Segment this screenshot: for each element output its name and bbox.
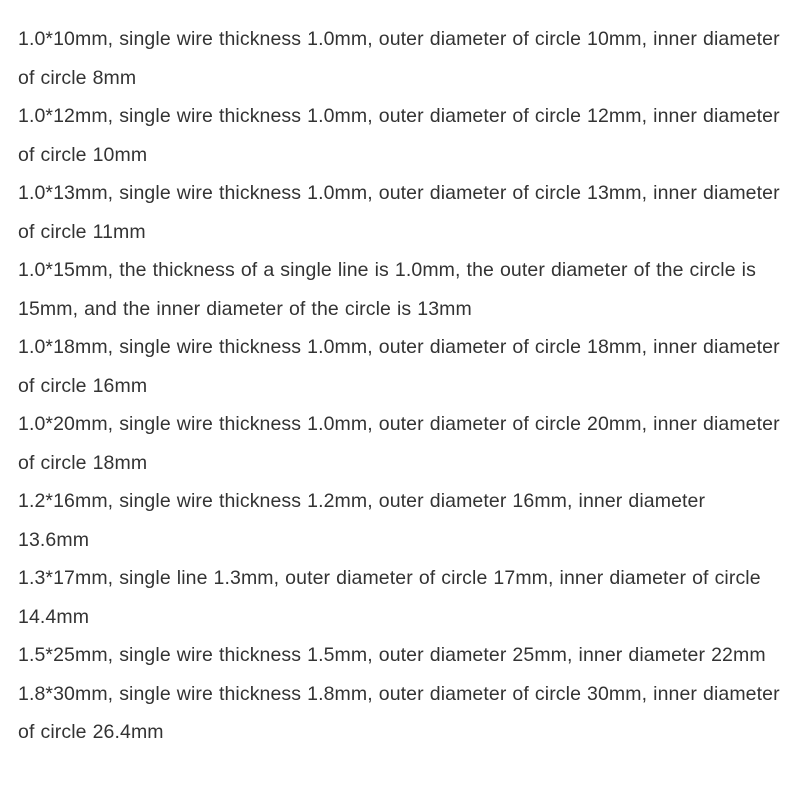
specification-list	[18, 20, 782, 752]
list-item: 1.0*12mm, single wire thickness 1.0mm, outer diameter of circle 12mm, inner diameter of circle 10mm	[18, 105, 780, 166]
list-item: 1.0*13mm, single wire thickness 1.0mm, outer diameter of circle 13mm, inner diameter of circle 11mm	[18, 182, 780, 243]
list-item: 1.3*17mm, single line 1.3mm, outer diameter of circle 17mm, inner diameter of circle 14.4mm	[18, 567, 761, 628]
list-item: 1.0*20mm, single wire thickness 1.0mm, outer diameter of circle 20mm, inner diameter of circle 18mm	[18, 413, 780, 474]
list-item: 1.0*15mm, the thickness of a single line is 1.0mm, the outer diameter of the circle is 15mm, and the inner diameter of the circle is 13mm	[18, 259, 756, 320]
list-item: 1.0*10mm, single wire thickness 1.0mm, outer diameter of circle 10mm, inner diameter of circle 8mm	[18, 28, 780, 89]
list-item: 1.8*30mm, single wire thickness 1.8mm, outer diameter of circle 30mm, inner diameter of circle 26.4mm	[18, 682, 780, 743]
list-item: 1.2*16mm, single wire thickness 1.2mm, outer diameter 16mm, inner diameter 13.6mm	[18, 490, 706, 551]
list-item: 1.5*25mm, single wire thickness 1.5mm, outer diameter 25mm, inner diameter 22mm	[18, 644, 766, 666]
list-item: 1.0*18mm, single wire thickness 1.0mm, outer diameter of circle 18mm, inner diameter of circle 16mm	[18, 336, 780, 397]
